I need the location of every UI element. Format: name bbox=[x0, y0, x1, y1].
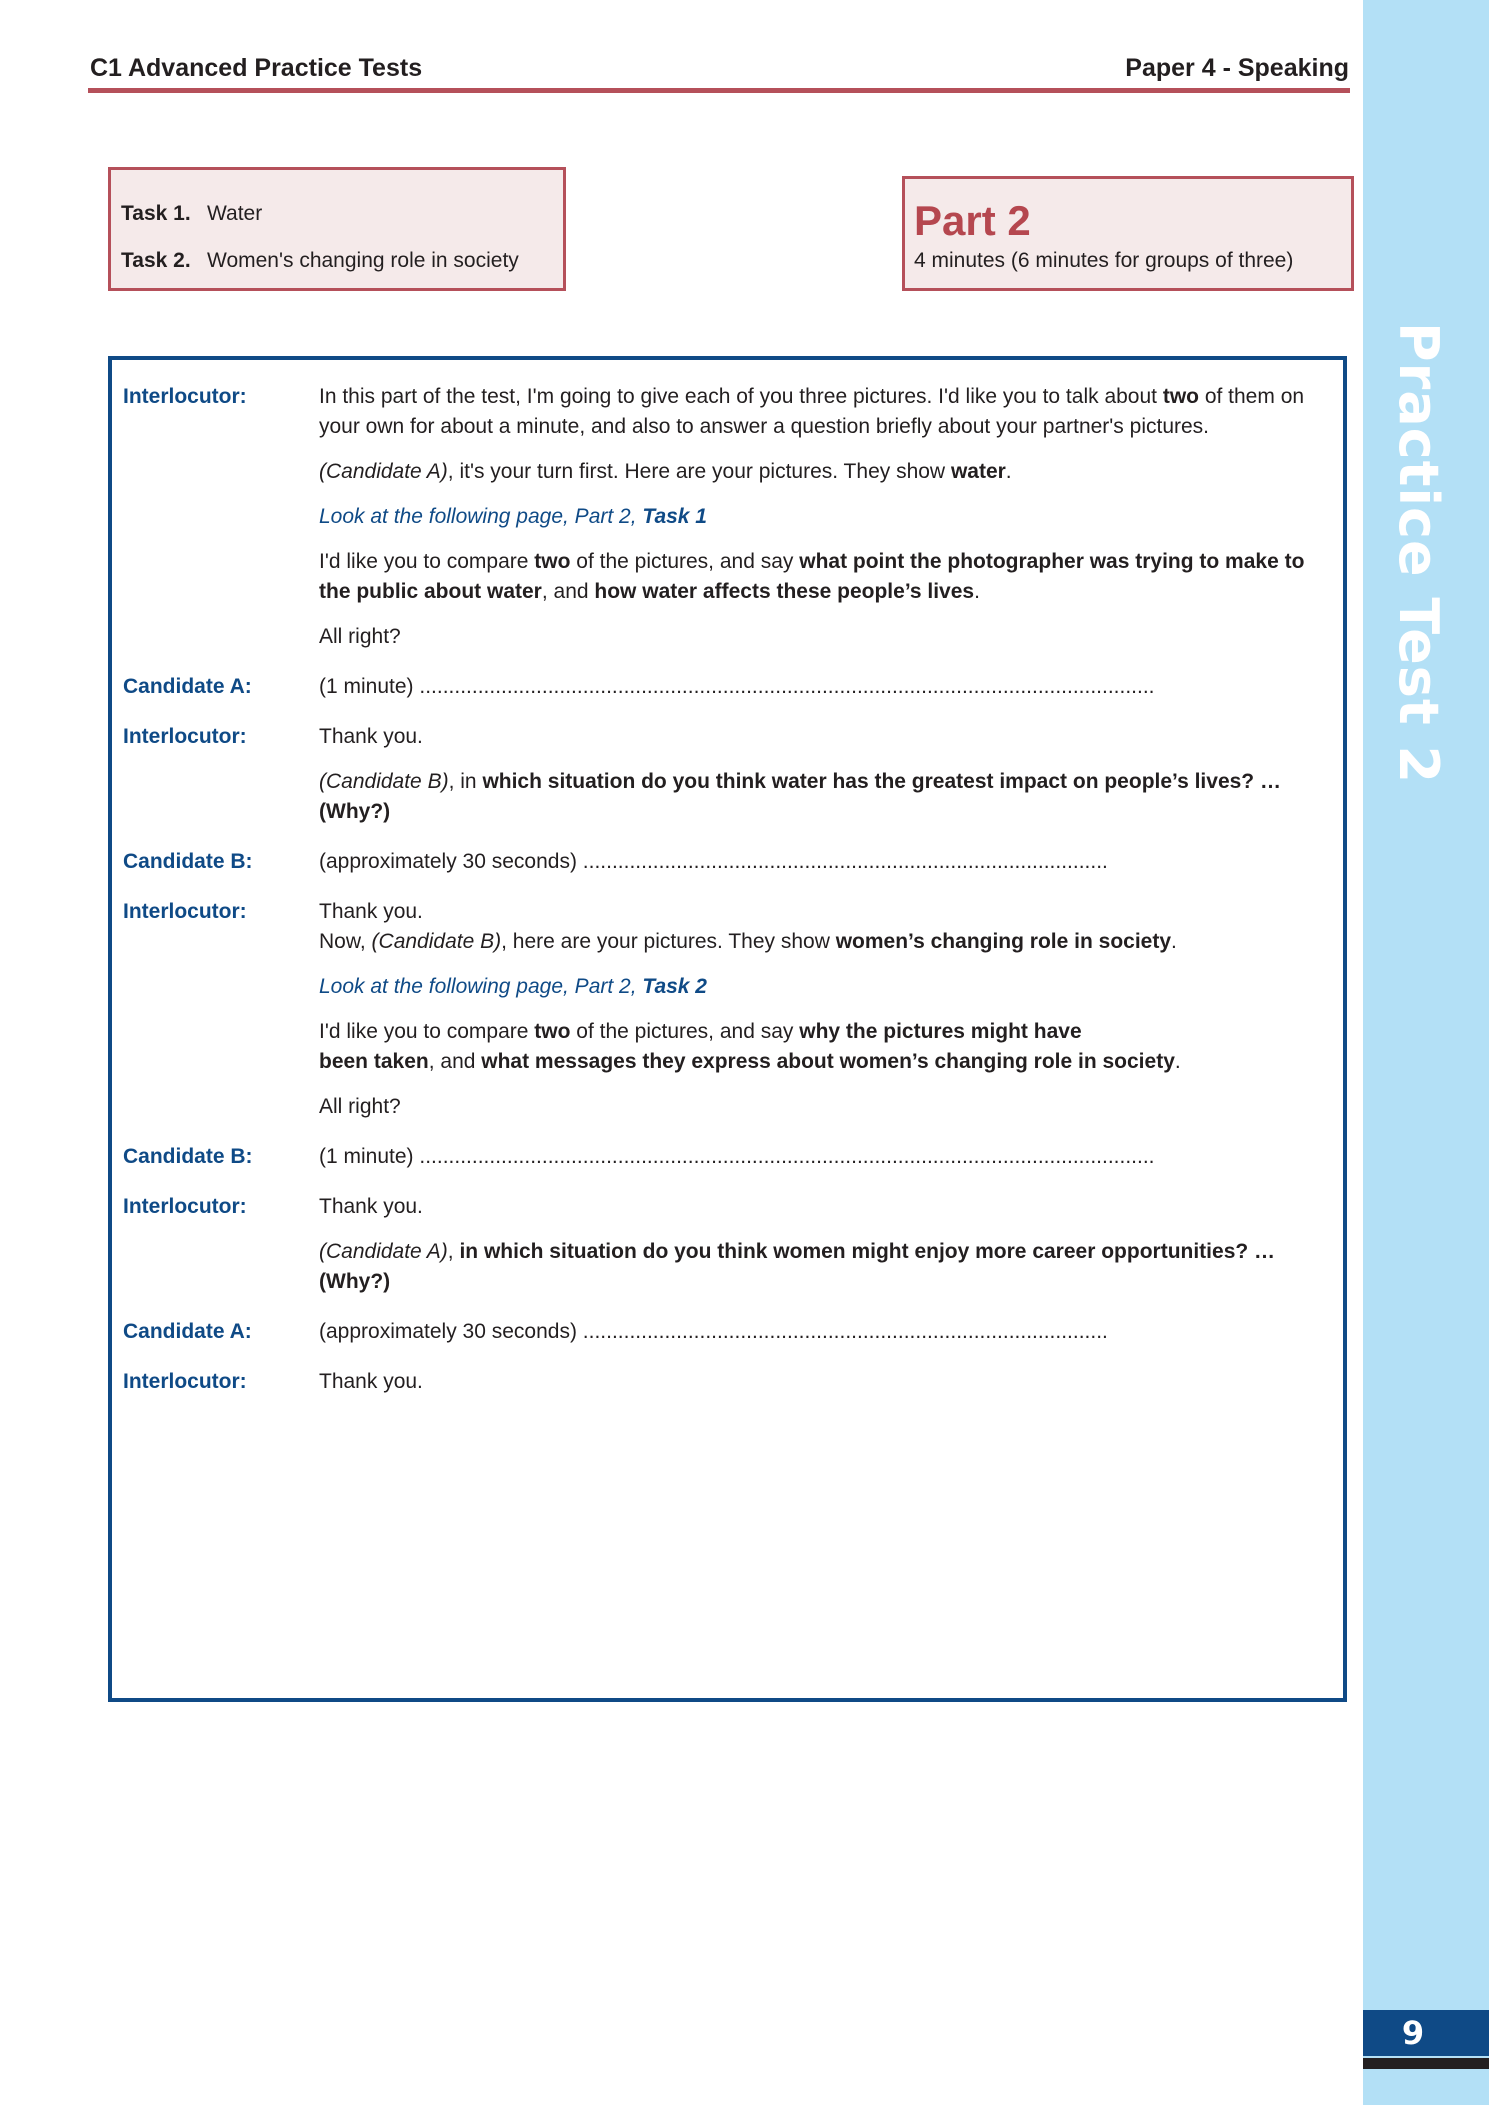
dialogue-text bbox=[319, 547, 1329, 607]
text-segment: (1 minute) .............................................................................................................................. bbox=[319, 1145, 1155, 1168]
bold-text: how water affects these people’s lives bbox=[594, 580, 975, 603]
text-segment: , in bbox=[448, 770, 483, 793]
dialogue-text bbox=[319, 457, 1329, 487]
bold-text: what point the photographer was trying to make to the public about water bbox=[319, 550, 1305, 603]
bold-text: Task 1 bbox=[642, 505, 707, 528]
dialogue-turn bbox=[123, 1192, 1329, 1297]
text-segment: , and bbox=[428, 1050, 482, 1073]
italic-text: (Candidate B) bbox=[371, 930, 502, 953]
dialogue-turn bbox=[123, 382, 1329, 652]
turn-content bbox=[319, 382, 1329, 652]
text-segment: Thank you. bbox=[319, 1195, 423, 1218]
response-placeholder bbox=[319, 1142, 1329, 1172]
text-segment: Now, bbox=[319, 930, 372, 953]
text-segment: (approximately 30 seconds) .......................................................................................... bbox=[319, 850, 1108, 873]
task-title: Water bbox=[207, 202, 263, 225]
turn-content bbox=[319, 897, 1329, 1122]
bold-text: what messages they express about women’s changing role in society bbox=[481, 1050, 1175, 1073]
turn-content bbox=[319, 1317, 1329, 1347]
sidebar-band bbox=[1363, 0, 1489, 2105]
dialogue-text bbox=[319, 622, 1329, 652]
paper-title: Paper 4 - Speaking bbox=[1125, 54, 1349, 82]
dialogue-text bbox=[319, 382, 1329, 442]
italic-text: (Candidate A) bbox=[319, 1240, 448, 1263]
response-placeholder bbox=[319, 672, 1329, 702]
italic-text: (Candidate A) bbox=[319, 460, 448, 483]
dialogue-turn bbox=[123, 897, 1329, 1122]
dialogue-text bbox=[319, 767, 1329, 827]
text-segment: of them on your own for about a minute, and also to answer a question briefly about your partner's pictures. bbox=[319, 385, 1305, 438]
turn-content bbox=[319, 847, 1329, 877]
bold-text: why the pictures might have bbox=[799, 1020, 1082, 1043]
sidebar-title-text: Practice Test 2 bbox=[1387, 322, 1450, 785]
page-number-underbar bbox=[1363, 2058, 1489, 2069]
turn-content bbox=[319, 672, 1329, 702]
text-segment: , bbox=[447, 1240, 460, 1263]
sidebar-title bbox=[1363, 322, 1489, 785]
task-title: Women's changing role in society bbox=[207, 249, 519, 272]
text-segment: Thank you. bbox=[319, 900, 423, 923]
task-item bbox=[121, 249, 519, 273]
dialogue-turn bbox=[123, 1367, 1329, 1397]
turn-content bbox=[319, 1192, 1329, 1297]
dialogue-text bbox=[319, 1237, 1329, 1297]
text-segment: . bbox=[1174, 1050, 1181, 1073]
text-segment: . bbox=[974, 580, 980, 603]
task-number: Task 2. bbox=[121, 249, 191, 272]
text-segment: Look at the following page, Part 2, bbox=[319, 505, 643, 528]
text-segment: Look at the following page, Part 2, bbox=[319, 975, 643, 998]
text-segment: of the pictures, and say bbox=[570, 550, 800, 573]
dialogue-text bbox=[319, 1367, 1329, 1397]
speaker-label: Candidate B: bbox=[123, 1145, 253, 1168]
response-placeholder bbox=[319, 847, 1329, 877]
text-segment: , it's your turn first. Here are your pictures. They show bbox=[447, 460, 951, 483]
page-number: 9 bbox=[1401, 2014, 1425, 2052]
text-segment: In this part of the test, I'm going to give each of you three pictures. I'd like you to talk about bbox=[319, 385, 1163, 408]
dialogue-text bbox=[319, 722, 1329, 752]
dialogue-turn bbox=[123, 1142, 1329, 1172]
text-segment: of the pictures, and say bbox=[570, 1020, 800, 1043]
dialogue-text bbox=[319, 1092, 1329, 1122]
turn-content bbox=[319, 1142, 1329, 1172]
header-divider bbox=[88, 88, 1350, 93]
dialogue-text bbox=[319, 897, 1329, 957]
book-title: C1 Advanced Practice Tests bbox=[90, 54, 423, 82]
speaker-label: Candidate A: bbox=[123, 675, 252, 698]
turn-content bbox=[319, 1367, 1329, 1397]
task-list-box bbox=[108, 167, 566, 291]
task-item bbox=[121, 202, 262, 226]
text-segment: I'd like you to compare bbox=[319, 550, 535, 573]
text-segment: Thank you. bbox=[319, 1370, 423, 1393]
speaker-label: Interlocutor: bbox=[123, 385, 247, 408]
part-info-box bbox=[902, 176, 1354, 291]
bold-text: two bbox=[534, 550, 571, 573]
dialogue-turn bbox=[123, 847, 1329, 877]
speaker-label: Candidate A: bbox=[123, 1320, 252, 1343]
dialogue-turn bbox=[123, 722, 1329, 827]
dialogue-script-box bbox=[108, 356, 1347, 1702]
dialogue-turn bbox=[123, 672, 1329, 702]
dialogue-text bbox=[319, 1017, 1329, 1077]
bold-text: two bbox=[534, 1020, 571, 1043]
dialogue-text bbox=[319, 1192, 1329, 1222]
turn-content bbox=[319, 722, 1329, 827]
instruction-note bbox=[319, 502, 1329, 532]
bold-text: in which situation do you think women might enjoy more career opportunities? … (Why?) bbox=[319, 1240, 1276, 1293]
bold-text: women’s changing role in society bbox=[835, 930, 1172, 953]
text-segment: , here are your pictures. They show bbox=[501, 930, 836, 953]
italic-text: (Candidate B) bbox=[319, 770, 449, 793]
text-segment: Thank you. bbox=[319, 725, 423, 748]
dialogue-turn bbox=[123, 1317, 1329, 1347]
part-duration: 4 minutes (6 minutes for groups of three) bbox=[914, 249, 1294, 272]
speaker-label: Interlocutor: bbox=[123, 1370, 247, 1393]
text-segment: , and bbox=[541, 580, 595, 603]
bold-text: which situation do you think water has the greatest impact on people’s lives? … (Why?) bbox=[319, 770, 1281, 823]
bold-text: water bbox=[950, 460, 1006, 483]
text-segment: (1 minute) .............................................................................................................................. bbox=[319, 675, 1155, 698]
speaker-label: Interlocutor: bbox=[123, 1195, 247, 1218]
text-segment: . bbox=[1005, 460, 1012, 483]
text-segment: . bbox=[1171, 930, 1177, 953]
speaker-label: Candidate B: bbox=[123, 850, 253, 873]
text-segment: All right? bbox=[319, 625, 401, 648]
speaker-label: Interlocutor: bbox=[123, 725, 247, 748]
page-number-block bbox=[1363, 2010, 1489, 2056]
text-segment: I'd like you to compare bbox=[319, 1020, 535, 1043]
bold-text: two bbox=[1162, 385, 1199, 408]
bold-text: Task 2 bbox=[642, 975, 707, 998]
text-segment: (approximately 30 seconds) .......................................................................................... bbox=[319, 1320, 1108, 1343]
bold-text: been taken bbox=[319, 1050, 429, 1073]
speaker-label: Interlocutor: bbox=[123, 900, 247, 923]
response-placeholder bbox=[319, 1317, 1329, 1347]
part-title: Part 2 bbox=[914, 197, 1031, 244]
text-segment: All right? bbox=[319, 1095, 401, 1118]
instruction-note bbox=[319, 972, 1329, 1002]
task-number: Task 1. bbox=[121, 202, 191, 225]
